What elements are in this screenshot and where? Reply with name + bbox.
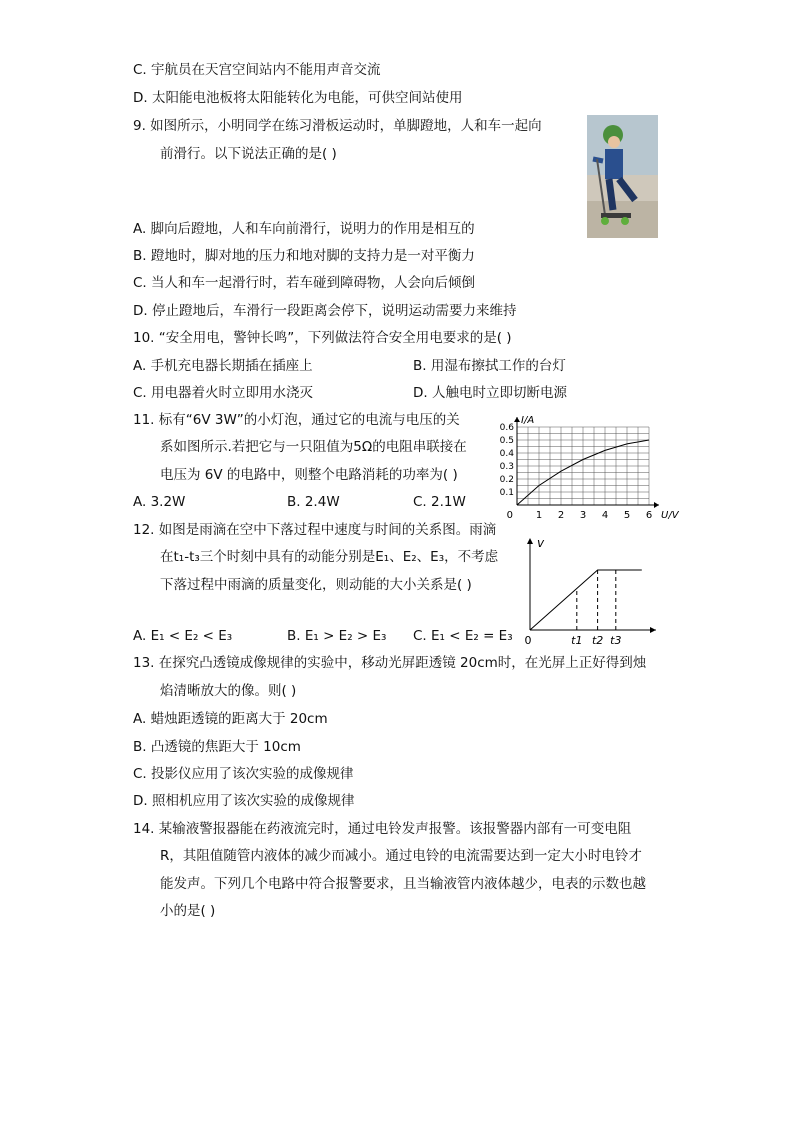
y-tick-label: 0.5 [499, 436, 514, 446]
y-axis-arrow [527, 538, 533, 544]
q13-option-b: B. 凸透镜的焦距大于 10cm [133, 739, 301, 755]
y-tick-label: 0.6 [499, 423, 514, 433]
x-tick-label: 6 [645, 510, 653, 521]
q10-option-c: C. 用电器着火时立即用水浇灭 [133, 385, 314, 401]
origin-label: 0 [524, 634, 532, 647]
q13-option-d: D. 照相机应用了该次实验的成像规律 [133, 793, 355, 809]
x-tick-label: 5 [623, 510, 631, 521]
q10-option-d: D. 人触电时立即切断电源 [413, 385, 567, 401]
q12-option-c: C. E₁ < E₂ = E₃ [413, 628, 513, 644]
q12-stem-2: 在t₁-t₃三个时刻中具有的动能分别是E₁、E₂、E₃，不考虑 [160, 549, 499, 565]
origin-label: 0 [506, 510, 513, 521]
y-tick-label: 0.1 [499, 488, 514, 498]
q12-option-a: A. E₁ < E₂ < E₃ [133, 628, 233, 644]
velocity-line [530, 570, 642, 630]
q11-stem-1: 11. 标有“6V 3W”的小灯泡，通过它的电流与电压的关 [133, 412, 460, 428]
y-axis-arrow [514, 417, 520, 422]
q13-stem-1: 13. 在探究凸透镜成像规律的实验中，移动光屏距透镜 20cm时，在光屏上正好得到烛 [133, 655, 647, 671]
q9-stem-2: 前滑行。以下说法正确的是( ) [160, 146, 337, 162]
x-axis-arrow [654, 502, 659, 508]
q11-option-c: C. 2.1W [413, 494, 466, 510]
q12-stem-1: 12. 如图是雨滴在空中下落过程中速度与时间的关系图。雨滴 [133, 522, 497, 538]
q14-stem-2: R，其阻值随管内液体的减少而减小。通过电铃的电流需要达到一定大小时电铃才 [160, 848, 642, 864]
q9-option-b: B. 蹬地时，脚对地的压力和地对脚的支持力是一对平衡力 [133, 248, 475, 264]
q10-stem: 10. “安全用电，警钟长鸣”，下列做法符合安全用电要求的是( ) [133, 330, 512, 346]
q8-option-d: D. 太阳能电池板将太阳能转化为电能，可供空间站使用 [133, 90, 463, 106]
time-tick-label: t1 [571, 634, 583, 647]
q13-option-c: C. 投影仪应用了该次实验的成像规律 [133, 766, 354, 782]
q14-stem-4: 小的是( ) [160, 903, 216, 919]
y-tick-label: 0.2 [499, 475, 514, 485]
q13-option-a: A. 蜡烛距透镜的距离大于 20cm [133, 711, 328, 727]
q14-stem-1: 14. 某输液警报器能在药液流完时，通过电铃发声报警。该报警器内部有一可变电阻 [133, 821, 632, 837]
vt-graph [518, 520, 663, 650]
x-axis-arrow [650, 627, 656, 633]
y-tick-label: 0.3 [499, 462, 514, 472]
q10-option-b: B. 用湿布擦拭工作的台灯 [413, 358, 566, 374]
x-tick-label: 4 [601, 510, 609, 521]
q12-stem-3: 下落过程中雨滴的质量变化，则动能的大小关系是( ) [160, 577, 472, 593]
skateboard-photo [587, 115, 658, 238]
time-tick-label: t3 [610, 634, 622, 647]
x-axis-label: U/V [661, 510, 679, 521]
q10-option-a: A. 手机充电器长期插在插座上 [133, 358, 313, 374]
iu-curve-chart [497, 408, 679, 526]
q11-option-b: B. 2.4W [287, 494, 340, 510]
q9-stem-1: 9. 如图所示，小明同学在练习滑板运动时，单脚蹬地，人和车一起向 [133, 118, 542, 134]
q9-option-c: C. 当人和车一起滑行时，若车碰到障碍物，人会向后倾倒 [133, 275, 476, 291]
time-tick-label: t2 [591, 634, 604, 647]
q14-stem-3: 能发声。下列几个电路中符合报警要求，且当输液管内液体越少，电表的示数也越 [160, 876, 646, 892]
q8-option-c: C. 宇航员在天宫空间站内不能用声音交流 [133, 62, 381, 78]
y-axis-label: I/A [521, 415, 535, 426]
x-tick-label: 3 [579, 510, 587, 521]
q11-option-a: A. 3.2W [133, 494, 186, 510]
q9-option-d: D. 停止蹬地后，车滑行一段距离会停下，说明运动需要力来维持 [133, 303, 517, 319]
q11-stem-2: 系如图所示.若把它与一只阻值为5Ω的电阻串联接在 [160, 439, 467, 455]
y-tick-label: 0.4 [499, 449, 514, 459]
q11-stem-3: 电压为 6V 的电路中，则整个电路消耗的功率为( ) [160, 467, 458, 483]
x-tick-label: 1 [535, 510, 543, 521]
x-tick-label: 2 [557, 510, 565, 521]
q12-option-b: B. E₁ > E₂ > E₃ [287, 628, 387, 644]
y-axis-label: v [537, 536, 545, 550]
q9-option-a: A. 脚向后蹬地，人和车向前滑行，说明力的作用是相互的 [133, 221, 475, 237]
q13-stem-2: 焰清晰放大的像。则( ) [160, 683, 297, 699]
